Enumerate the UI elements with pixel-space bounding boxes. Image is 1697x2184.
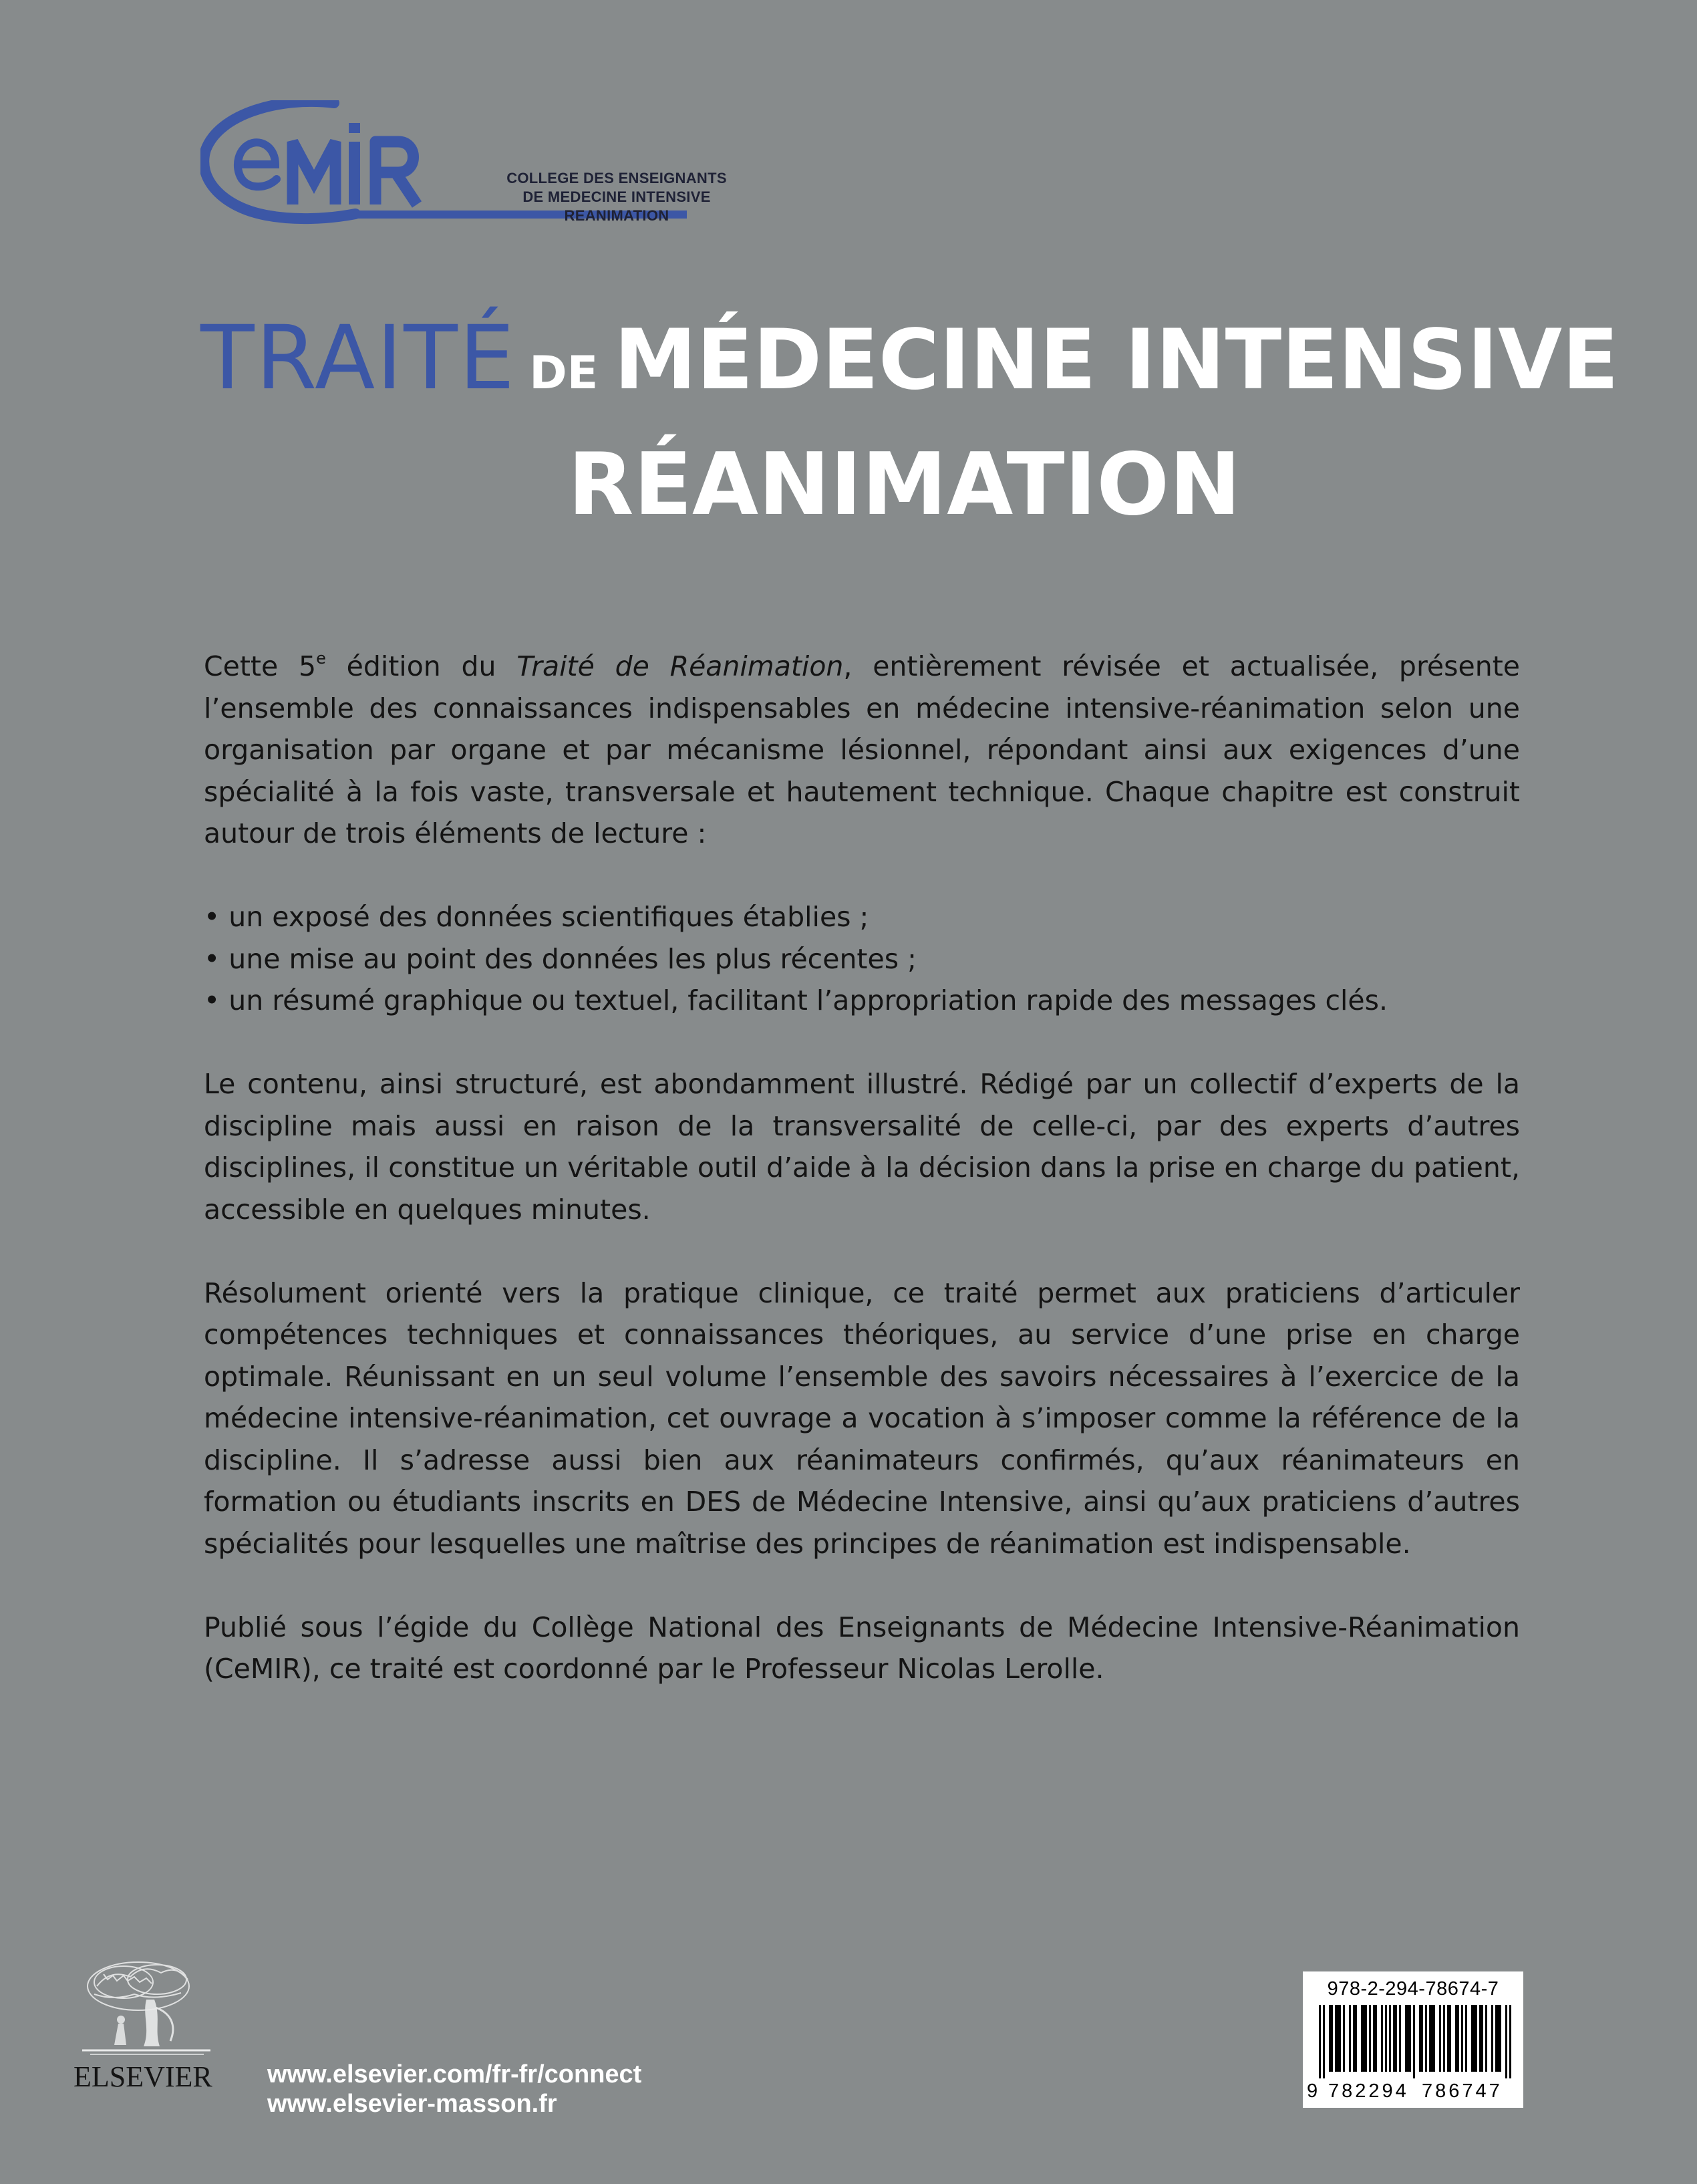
barcode-bar <box>1393 2005 1395 2072</box>
barcode-bar <box>1365 2005 1367 2072</box>
intro-text-a: Cette 5 <box>204 650 317 682</box>
barcode-bar <box>1339 2005 1341 2072</box>
barcode-bar <box>1471 2005 1473 2072</box>
barcode-bar <box>1399 2005 1401 2072</box>
reading-elements-list <box>204 896 1520 1022</box>
barcode-bar <box>1331 2005 1333 2072</box>
barcode-bar <box>1319 2005 1321 2078</box>
paragraph-content: Le contenu, ainsi structuré, est abondamment illustré. Rédigé par un collectif d’experts de la discipline mais aussi en raison de la transversalité de celle-ci, par des experts d’autres disciplines, il constitue un véritable outil d’aide à la décision dans la prise en charge du patient, accessible en quelques minutes. <box>204 1068 1520 1226</box>
title-traite: TRAITÉ <box>200 307 516 410</box>
cemir-logo <box>200 100 762 227</box>
college-line-3: REANIMATION <box>564 207 669 224</box>
barcode-bar <box>1335 2005 1337 2072</box>
barcode-bar <box>1413 2005 1415 2078</box>
intro-text-c: , entièrement révisée et actualisée, présente l’ensemble des connaissances indispensables en médecine intensive-réanimation selon une organisation par organe et par mécanisme lésionnel, répondant ainsi aux exigences d’une spécialité à la fois vaste, transversale et hautement technique. Chaque chapitre est construit autour de trois éléments de lecture : <box>204 650 1520 849</box>
barcode-bar <box>1439 2005 1441 2072</box>
college-line-2: DE MEDECINE INTENSIVE <box>522 188 711 205</box>
barcode-bar <box>1455 2005 1457 2072</box>
paragraph-publisher-note: Publié sous l’égide du Collège National des Enseignants de Médecine Intensive-Réanimation (CeMIR), ce traité est coordonné par le Professeur Nicolas Lerolle. <box>204 1611 1520 1685</box>
barcode-bar <box>1337 2005 1339 2072</box>
barcode-bars <box>1318 2005 1511 2078</box>
barcode-bar <box>1323 2005 1325 2078</box>
barcode-bar <box>1495 2005 1497 2072</box>
list-item: • un exposé des données scientifiques établies ; <box>204 896 1520 938</box>
ean-group-2: 786747 <box>1422 2080 1503 2102</box>
barcode-bar <box>1363 2005 1365 2072</box>
title-line-1 <box>200 307 1619 410</box>
barcode-bar <box>1485 2005 1487 2072</box>
url-elsevier-connect[interactable]: www.elsevier.com/fr-fr/connect <box>267 2060 642 2088</box>
barcode-bar <box>1505 2005 1507 2078</box>
barcode-bar <box>1509 2005 1511 2078</box>
barcode-bar <box>1447 2005 1449 2072</box>
title-medecine-intensive: MÉDECINE INTENSIVE <box>614 312 1619 408</box>
barcode-bar <box>1407 2005 1409 2072</box>
barcode-bar <box>1353 2005 1355 2072</box>
barcode-bar <box>1349 2005 1351 2072</box>
list-item: • un résumé graphique ou textuel, facilitant l’appropriation rapide des messages clés. <box>204 980 1520 1022</box>
publisher-urls <box>267 2060 641 2119</box>
barcode-bar <box>1389 2005 1391 2072</box>
barcode-bar <box>1343 2005 1345 2072</box>
barcode-bar <box>1481 2005 1483 2072</box>
barcode-bar <box>1355 2005 1357 2072</box>
barcode-bar <box>1475 2005 1477 2072</box>
barcode-bar <box>1457 2005 1459 2072</box>
barcode-bar <box>1473 2005 1475 2072</box>
book-title-italic: Traité de Réanimation <box>516 650 844 682</box>
url-elsevier-masson[interactable]: www.elsevier-masson.fr <box>267 2090 557 2118</box>
paragraph-practice: Résolument orienté vers la pratique clinique, ce traité permet aux praticiens d’articuler compétences techniques et connaissances théoriques, au service d’une prise en charge optimale. Réunissant en un seul volume l’ensemble des savoirs nécessaires à l’exercice de la médecine intensive-réanimation, cet ouvrage a vocation à s’imposer comme la référence de la discipline. Il s’adresse aussi bien aux réanimateurs confirmés, qu’aux réanimateurs en formation ou étudiants inscrits en DES de Médecine Intensive, ainsi qu’aux praticiens d’autres spécialités pour lesquelles une maîtrise des principes de réanimation est indispensable. <box>204 1276 1520 1560</box>
barcode-bar <box>1497 2005 1499 2072</box>
barcode-bar <box>1419 2005 1421 2072</box>
title-de: DE <box>529 347 599 400</box>
elsevier-wordmark: ELSEVIER <box>73 2060 212 2093</box>
barcode-bar <box>1381 2005 1383 2072</box>
barcode-bar <box>1395 2005 1397 2072</box>
barcode-bar <box>1421 2005 1423 2072</box>
edition-superscript: e <box>316 649 326 668</box>
barcode-bar <box>1369 2005 1371 2072</box>
barcode-bar <box>1329 2005 1331 2072</box>
barcode-bar <box>1433 2005 1435 2072</box>
barcode <box>1303 1971 1523 2108</box>
barcode-bar <box>1479 2005 1481 2072</box>
barcode-bar <box>1429 2005 1431 2072</box>
list-item: • une mise au point des données les plus récentes ; <box>204 938 1520 980</box>
title-line-2: RÉANIMATION <box>568 435 1241 535</box>
barcode-bar <box>1405 2005 1407 2072</box>
book-title <box>200 307 1670 548</box>
elsevier-tree-icon <box>77 1959 217 2058</box>
barcode-bar <box>1443 2005 1445 2072</box>
barcode-bar <box>1375 2005 1377 2072</box>
paragraph-intro <box>204 646 1520 855</box>
barcode-bar <box>1465 2005 1467 2072</box>
college-line-1: COLLEGE DES ENSEIGNANTS <box>506 170 727 186</box>
cemir-college-name <box>493 169 740 225</box>
barcode-bar <box>1431 2005 1433 2072</box>
isbn-number: 978-2-294-78674-7 <box>1327 1978 1499 2000</box>
ean-group-1: 782294 <box>1328 2080 1409 2102</box>
barcode-bar <box>1499 2005 1501 2072</box>
barcode-bar <box>1409 2005 1411 2072</box>
back-cover-description <box>204 646 1520 1690</box>
barcode-bar <box>1461 2005 1463 2072</box>
intro-text-b: édition du <box>325 650 517 682</box>
barcode-bar <box>1361 2005 1363 2072</box>
barcode-bar <box>1373 2005 1375 2072</box>
barcode-bar <box>1425 2005 1427 2072</box>
barcode-bar <box>1385 2005 1387 2072</box>
barcode-bar <box>1491 2005 1493 2072</box>
barcode-bar <box>1449 2005 1451 2072</box>
ean-first-digit: 9 <box>1307 2080 1318 2102</box>
